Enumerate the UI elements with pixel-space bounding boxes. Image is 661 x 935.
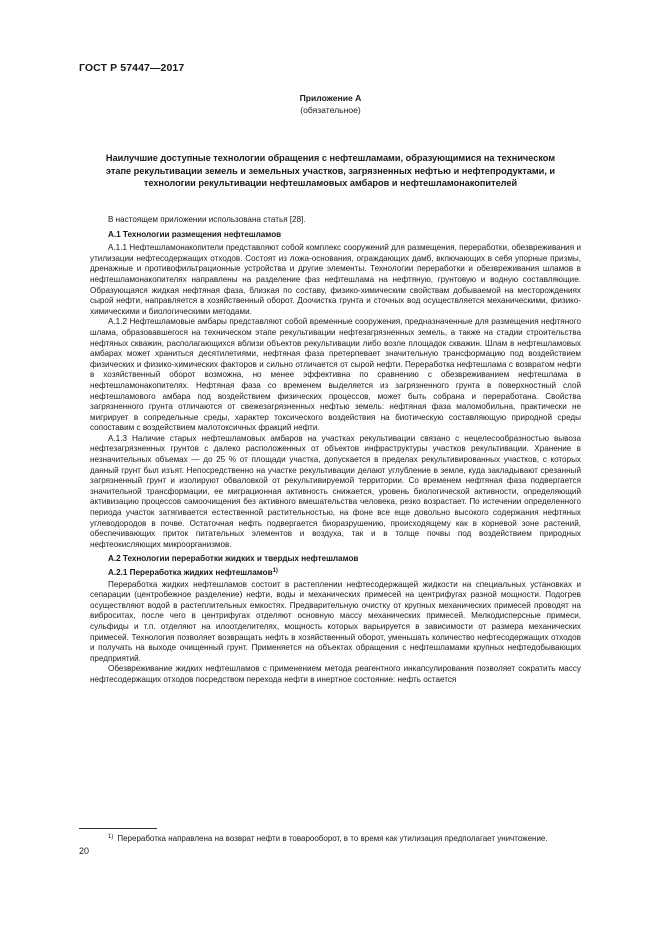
footnote-divider [79, 828, 157, 829]
footnote-mark: 1) [108, 834, 114, 840]
annex-name: Приложение А [299, 93, 362, 103]
subsection-a2-1-title: А.2.1 Переработка жидких нефтешламов [108, 568, 273, 577]
footnote [90, 832, 581, 845]
document-code: ГОСТ Р 57447—2017 [79, 62, 185, 74]
paragraph-a2-2: Обезвреживание жидких нефтешламов с применением метода реагентного инкапсулирования позволяет сократить массу нефтесодержащих отходов посредством перехода нефти в инертное состояние: нефть остается [90, 664, 581, 684]
document-body [90, 215, 581, 686]
subsection-a2-1-heading [90, 568, 581, 579]
section-a1-heading: А.1 Технологии размещения нефтешламов [108, 229, 282, 239]
paragraph-a1-1: А.1.1 Нефтешламонакопители представляют собой комплекс сооружений для размещения, переработки, обезвреживания и утилизации нефтесодержащих отходов. Состоят из ложа-основания, ограждающих дамб, включающих в себя упорные призмы, дренажные и противофильтрационные устройства и другие элементы. Технологии переработки и обезвреживания шламов в нефтешламонакопителях направлены на разделение фаз нефтешлама на нефтяную, грунтовую и водную составляющие. Образующаяся жидкая нефтяная фаза, близкая по составу, физико-химическим свойствам добываемой на месторождениях сырой нефти, направляется в хозяйственный оборот. Доочистка грунта и сточных вод осуществляется механическими, физико-химическими и биологическими методами. [90, 243, 581, 316]
paragraph-a1-3: А.1.3 Наличие старых нефтешламовых амбаров на участках рекультивации связано с нецелесообразностью вывоза нефтезагрязненных грунтов с далеко расположенных от объектов инфраструктуры участков рекультивации. Хранение в незначительных объемах — до 25 % от площади участка, допускается в пределах рекультивированных участков, с которых данный грунт был изъят. Непосредственно на участке рекультивации делают углубление в земле, куда закладывают срезанный загрязненный грунт и изолируют обваловкой от рекультивируемой территории. Со временем нефтяная фаза подвергается значительной трансформации, ее миграционная активность снижается, уровень биологической активности, определяющий активизацию процессов самоочищения без активного вмешательства человека, резко возрастает. По истечении определенного периода участок затягивается естественной растительностью, на фоне все еще довольно высокого содержания нефтяных углеводородов в почве. Остаточная нефть подвергается биоразрушению, происходящему как в корневой зоне растений, обеспечивающих приток питательных элементов и воздуха, так и в толще почвы под воздействием природных нефтеокисляющих микроорганизмов. [90, 433, 581, 549]
footnote-reference[interactable]: 1) [272, 568, 278, 574]
paragraph-a2-1: Переработка жидких нефтешламов состоит в растеплении нефтесодержащей жидкости на специальных установках и сепарации (центробежное разделение) нефти, воды и механических примесей на центрифугах разной мощности. Подогрев осуществляют водой в растеплительных емкостях. Предварительную очистку от крупных механических примесей проводят на виброситах, после чего в центрифугах отделяют основную массу механических примесей. Мелкодисперсные примеси, сульфиды и т.п. отделяют на илоотделителях, мощность которых варьируется в зависимости от размера механических примесей. Технология позволяет возвращать нефть в хозяйственный оборот, уменьшать количество нефтесодержащих отходов и получать на выходе очищенный грунт. Применяется на объектах обращения с нефтешламами крупных нефтедобывающих предприятий. [90, 579, 581, 663]
intro-paragraph: В настоящем приложении использована статья [28]. [108, 215, 306, 224]
annex-status: (обязательное) [300, 105, 361, 115]
section-a2-heading: А.2 Технологии переработки жидких и твердых нефтешламов [108, 554, 359, 564]
footnote-text: Переработка направлена на возврат нефти в товарооборот, в то время как утилизация предполагает уничтожение. [117, 834, 548, 843]
annex-title: Наилучшие доступные технологии обращения с нефтешламами, образующимися на техническом этапе рекультивации земель и земельных участков, загрязненных нефтью и нефтепродуктами, и технологии рекультивации нефтешламовых амбаров и нефтешламонакопителей [105, 153, 556, 189]
paragraph-a1-2: А.1.2 Нефтешламовые амбары представляют собой временные сооружения, предназначенные для размещения нефтяного шлама, образовавшегося на техническом этапе рекультивации нефтезагрязненных земель, а также на стадии строительства нефтяных скважин, располагающихся вблизи объектов рекультивации либо возле площадок скважин. Шлам в нефтешламовых амбарах может храниться десятилетиями, нефтяная фаза претерпевает значительную трансформацию под воздействием физических и физико-химических факторов и сильно отличается от сырой нефти. Переработка нефтешлама с возвратом нефти в хозяйственный оборот возможна, но менее эффективна по сравнению с обезвреживанием нефтешлама в нефтешламонакопителях. Нефтяная фаза со временем выделяется из загрязненного грунта в поверхностный слой нефтешламового амбара под воздействием физических процессов, может быть собрана и переработана. Свойства загрязненного грунта отличаются от свежезагрязненных нефтью земель: нефтяная фаза маломобильна, практически не мигрирует в сопредельные среды, характер токсического воздействия на биотическую составляющую природной среды сопоставим с воздействием малотоксичных фракций нефти. [90, 317, 581, 433]
page-number: 20 [79, 846, 90, 856]
